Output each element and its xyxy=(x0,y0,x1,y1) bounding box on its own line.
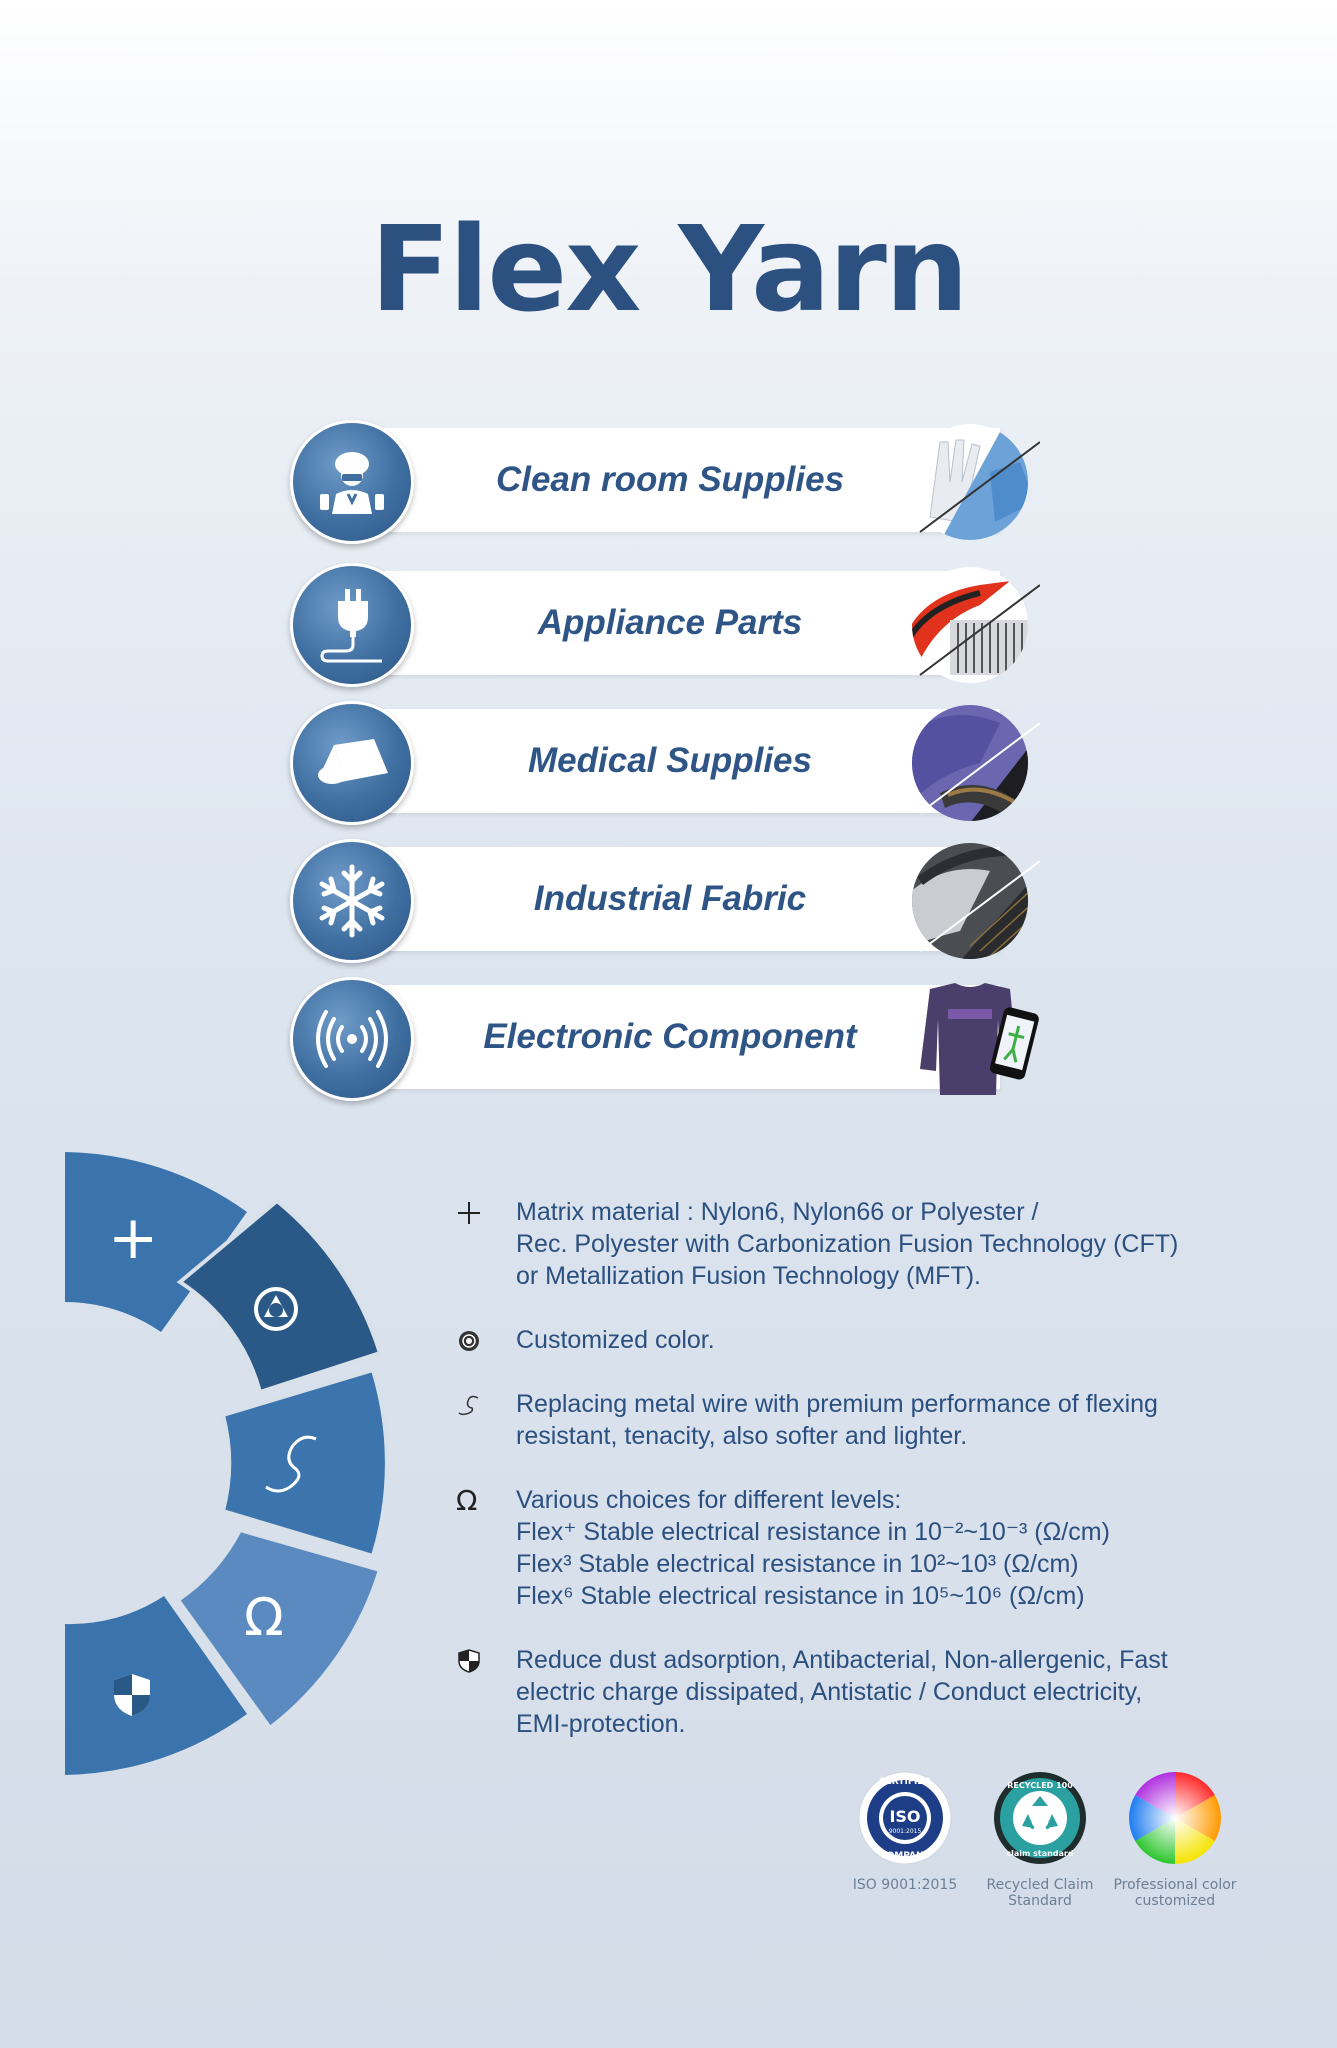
feature-text: Reduce dust adsorption, Antibacterial, Non-allergenic, Fast electric charge dissipated, Antistatic / Conduct electricity, EMI-protection. xyxy=(516,1646,1168,1738)
appliance-photo xyxy=(900,565,1040,685)
wire-icon xyxy=(262,1435,322,1497)
electronic-photo xyxy=(900,979,1040,1099)
cleanroom-photo xyxy=(900,422,1040,542)
color-wheel-icon xyxy=(456,1328,482,1354)
app-label: Clean room Supplies xyxy=(495,460,845,499)
fabric-roll-icon xyxy=(290,701,414,825)
color-wheel-badge xyxy=(1127,1770,1223,1866)
iso-badge xyxy=(857,1770,953,1866)
svg-text:COMPANY: COMPANY xyxy=(880,1851,930,1861)
feature-text: Matrix material : Nylon6, Nylon66 or Polyester / Rec. Polyester with Carbonization Fusion Technology (CFT) or Metallization Fusion Technology (MFT). xyxy=(516,1198,1179,1290)
app-label: Electronic Component xyxy=(483,1017,857,1056)
color-wheel-icon xyxy=(252,1285,300,1333)
cert-label: ISO 9001:2015 xyxy=(852,1877,958,1893)
cert-color xyxy=(1090,1770,1260,1909)
medical-photo xyxy=(900,703,1040,823)
svg-text:9001:2015: 9001:2015 xyxy=(888,1828,922,1835)
plus-icon xyxy=(456,1200,482,1226)
omega-icon: Ω xyxy=(456,1484,478,1517)
omega-icon: Ω xyxy=(244,1588,284,1648)
feature-text: Customized color. xyxy=(516,1326,715,1354)
industrial-photo xyxy=(900,841,1040,961)
shield-icon xyxy=(456,1648,482,1674)
svg-text:RECYCLED 100: RECYCLED 100 xyxy=(1007,1781,1073,1790)
snowflake-icon xyxy=(290,839,414,963)
feature-text: Replacing metal wire with premium performance of flexing resistant, tenacity, also softer and lighter. xyxy=(516,1390,1158,1450)
app-row-appliance xyxy=(290,555,1050,675)
app-label: Medical Supplies xyxy=(528,741,812,780)
app-row-industrial xyxy=(290,831,1050,951)
feature-text: Various choices for different levels: Flex⁺ Stable electrical resistance in 10⁻²~10⁻³ (Ω/cm) Flex³ Stable electrical resistance in 10²~10³ (Ω/cm) Flex⁶ Stable electrical resistance in 10⁵~10⁶ (Ω/cm) xyxy=(516,1486,1110,1610)
cert-label: Recycled Claim Standard xyxy=(986,1877,1094,1909)
cert-label: Professional color customized xyxy=(1113,1877,1237,1909)
wire-icon xyxy=(456,1392,482,1418)
app-row-electronic xyxy=(290,969,1050,1089)
plug-icon xyxy=(290,563,414,687)
app-label: Appliance Parts xyxy=(537,603,803,642)
svg-text:CERTIFIED: CERTIFIED xyxy=(879,1777,931,1787)
plus-icon: + xyxy=(108,1203,159,1273)
page-title: Flex Yarn xyxy=(370,200,967,338)
recycled-badge xyxy=(992,1770,1088,1866)
cleanroom-worker-icon xyxy=(290,420,414,544)
signal-icon xyxy=(290,977,414,1101)
svg-text:ISO: ISO xyxy=(889,1807,921,1826)
svg-text:claim standard: claim standard xyxy=(1006,1849,1074,1858)
feature-arc xyxy=(0,1130,420,1790)
shield-icon xyxy=(110,1672,154,1718)
app-row-medical xyxy=(290,693,1050,813)
app-label: Industrial Fabric xyxy=(533,879,807,918)
app-row-cleanroom xyxy=(290,412,1050,532)
